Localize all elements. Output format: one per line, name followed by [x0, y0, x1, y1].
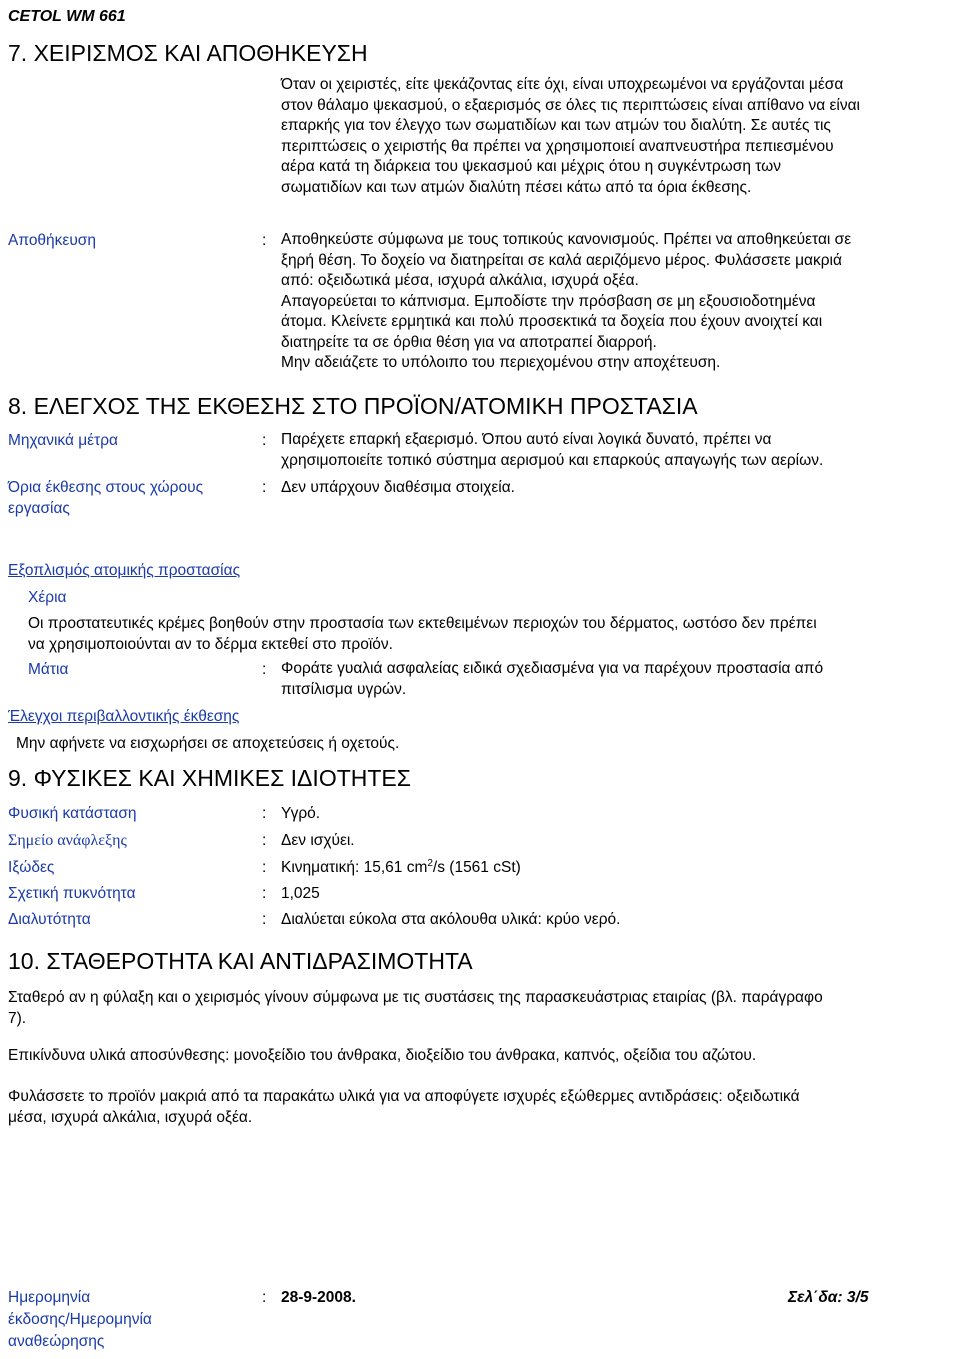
ppe-heading: Εξοπλισμός ατομικής προστασίας	[8, 562, 241, 579]
physical-state-value: Υγρό.	[281, 805, 321, 822]
viscosity-colon: :	[262, 859, 267, 876]
hands-line: Οι προστατευτικές κρέμες βοηθούν στην προστασία των εκτεθειμένων περιοχών του δέρματος, ωστόσο δεν πρέπει	[28, 615, 817, 632]
stability-line: 7).	[8, 1009, 27, 1027]
intro-line: αέρα κατά τη διάρκεια του ψεκασμού και μέχρις ότου η συγκέντρωση των	[281, 158, 782, 175]
decomposition-paragraph: Επικίνδυνα υλικά αποσύνθεσης: μονοξείδιο του άνθρακα, διοξείδιο του άνθρακα, καπνός, οξείδια του αζώτου.	[8, 1047, 757, 1064]
solubility-label: Διαλυτότητα	[8, 911, 91, 928]
section-7-heading: 7. ΧΕΙΡΙΣΜΟΣ ΚΑΙ ΑΠΟΘΗΚΕΥΣΗ	[8, 40, 368, 66]
viscosity-label: Ιξώδες	[8, 859, 55, 876]
stability-line: Σταθερό αν η φύλαξη και ο χειρισμός γίνουν σύμφωνα με τις συστάσεις της παρασκευάστριας εταιρίας (βλ. παράγραφο	[8, 989, 823, 1006]
footer-date-label	[8, 1287, 152, 1353]
incompatible-materials-paragraph	[8, 1087, 800, 1128]
section-9-heading: 9. ΦΥΣΙΚΕΣ ΚΑΙ ΧΗΜΙΚΕΣ ΙΔΙΟΤΗΤΕΣ	[8, 765, 411, 791]
viscosity-value-unit: /s (1561 cSt)	[432, 859, 521, 876]
storage-line: άτομα. Κλείνετε ερμητικά και πολύ προσεκτικά τα δοχεία που έχουν ανοιχτεί και	[281, 313, 823, 330]
exposure-limits-value: Δεν υπάρχουν διαθέσιμα στοιχεία.	[281, 479, 515, 496]
flash-point-colon: :	[262, 832, 267, 849]
storage-line: Μην αδειάζετε το υπόλοιπο του περιεχομένου στην αποχέτευση.	[281, 354, 721, 371]
eyes-line: Φοράτε γυαλιά ασφαλείας ειδικά σχεδιασμένα για να παρέχουν προστασία από	[281, 660, 824, 677]
intro-line: περιπτώσεις ο χειριστής θα πρέπει να χρησιμοποιεί αναπνευστήρα πεπιεσμένου	[281, 137, 834, 155]
storage-colon: :	[262, 232, 267, 249]
engineering-measures-label: Μηχανικά μέτρα	[8, 432, 118, 449]
eyes-line: πιτσίλισμα υγρών.	[281, 680, 407, 698]
hands-line: να χρησιμοποιούνται αν το δέρμα εκτεθεί στο προϊόν.	[28, 635, 393, 653]
section-10-heading: 10. ΣΤΑΘΕΡΟΤΗΤΑ ΚΑΙ ΑΝΤΙΔΡΑΣΙΜΟΤΗΤΑ	[8, 948, 473, 974]
flash-point-label: Σημείο ανάφλεξης	[8, 832, 127, 849]
storage-text	[281, 230, 851, 374]
intro-line: σωματιδίων και των ατμών διαλύτη πέσει κάτω από τα όρια έκθεσης.	[281, 178, 752, 196]
viscosity-value-main: Κινηματική: 15,61 cm	[281, 859, 428, 876]
environmental-controls-text: Μην αφήνετε να εισχωρήσει σε αποχετεύσεις ή οχετούς.	[16, 735, 400, 752]
footer-date-label-line: Ημερομηνία	[8, 1289, 91, 1306]
footer-date-label-line: έκδοσης/Ημερομηνία	[8, 1311, 152, 1328]
relative-density-colon: :	[262, 885, 267, 902]
hands-text	[28, 614, 817, 655]
relative-density-label: Σχετική πυκνότητα	[8, 885, 136, 902]
viscosity-value-superscript: 2	[427, 857, 433, 869]
eyes-text	[281, 659, 823, 700]
exposure-limits-label-line: εργασίας	[8, 500, 70, 517]
incompatible-line: μέσα, ισχυρά αλκάλια, ισχυρά οξέα.	[8, 1108, 253, 1126]
solubility-value: Διαλύεται εύκολα στα ακόλουθα υλικά: κρύο νερό.	[281, 911, 621, 928]
storage-line: από: οξειδωτικά μέσα, ισχυρά αλκάλια, ισχυρά οξέα.	[281, 272, 639, 289]
engineering-measures-colon: :	[262, 432, 267, 449]
storage-label: Αποθήκευση	[8, 232, 96, 249]
hands-label: Χέρια	[28, 589, 67, 606]
viscosity-value	[281, 857, 521, 878]
document-title: CETOL WM 661	[8, 8, 126, 25]
storage-line: ξηρή θέση. Το δοχείο να διατηρείται σε καλά αεριζόμενο μέρος. Φυλάσσετε μακριά	[281, 251, 842, 269]
exposure-limits-colon: :	[262, 479, 267, 496]
storage-line: Απαγορεύεται το κάπνισμα. Εμποδίστε την πρόσβαση σε μη εξουσιοδοτημένα	[281, 292, 816, 310]
exposure-limits-label-line: Όρια έκθεσης στους χώρους	[8, 479, 204, 496]
solubility-colon: :	[262, 911, 267, 928]
storage-line: διατηρείτε τα σε όρθια θέση για να αποτραπεί διαρροή.	[281, 333, 657, 351]
section-8-heading: 8. ΕΛΕΓΧΟΣ ΤΗΣ ΕΚΘΕΣΗΣ ΣΤΟ ΠΡΟΪΟΝ/ΑΤΟΜΙΚΗ ΠΡΟΣΤΑΣΙΑ	[8, 393, 698, 419]
footer-colon: :	[262, 1289, 267, 1306]
intro-line: Όταν οι χειριστές, είτε ψεκάζοντας είτε όχι, είναι υποχρεωμένοι να εργάζονται μέσα	[281, 76, 844, 93]
section-7-intro	[281, 75, 860, 198]
engineering-line: Παρέχετε επαρκή εξαερισμό. Όπου αυτό είναι λογικά δυνατό, πρέπει να	[281, 431, 772, 448]
incompatible-line: Φυλάσσετε το προϊόν μακριά από τα παρακάτω υλικά για να αποφύγετε ισχυρές εξώθερμες αντιδράσεις: οξειδωτικά	[8, 1088, 800, 1105]
engineering-line: χρησιμοποιείτε τοπικό σύστημα αερισμού και επαρκούς απαγωγής των αερίων.	[281, 451, 824, 469]
flash-point-value: Δεν ισχύει.	[281, 832, 355, 849]
relative-density-value: 1,025	[281, 885, 320, 902]
eyes-label: Μάτια	[28, 661, 69, 678]
footer-date-value: 28-9-2008.	[281, 1289, 356, 1306]
engineering-measures-text	[281, 430, 823, 471]
footer-date-label-line: αναθεώρησης	[8, 1333, 105, 1350]
footer-page-number: Σελ΄δα: 3/5	[788, 1289, 869, 1306]
eyes-colon: :	[262, 661, 267, 678]
intro-line: επαρκής για τον έλεγχο των σωματιδίων και των ατμών του διαλύτη. Σε αυτές τις	[281, 117, 831, 134]
stability-paragraph	[8, 988, 823, 1029]
exposure-limits-label	[8, 477, 203, 519]
storage-line: Αποθηκεύστε σύμφωνα με τους τοπικούς κανονισμούς. Πρέπει να αποθηκεύεται σε	[281, 231, 852, 248]
intro-line: στον θάλαμο ψεκασμού, ο εξαερισμός σε όλες τις περιπτώσεις είναι απίθανο να είναι	[281, 96, 860, 114]
physical-state-colon: :	[262, 805, 267, 822]
physical-state-label: Φυσική κατάσταση	[8, 805, 137, 822]
environmental-controls-heading: Έλεγχοι περιβαλλοντικής έκθεσης	[8, 708, 240, 725]
